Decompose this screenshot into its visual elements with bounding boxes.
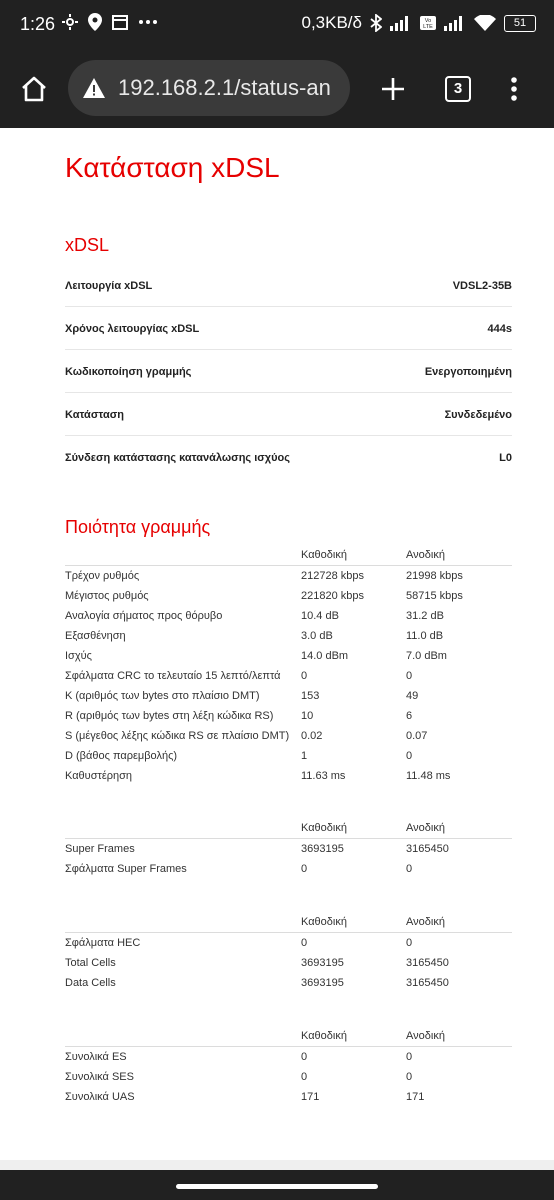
svg-text:LTE: LTE bbox=[423, 24, 433, 30]
table-row bbox=[65, 859, 512, 879]
table-row bbox=[65, 933, 512, 954]
row-down: 0 bbox=[301, 1051, 308, 1063]
xdsl-row bbox=[65, 306, 512, 350]
battery-level: 51 bbox=[513, 16, 527, 29]
table-row bbox=[65, 766, 512, 786]
table-row bbox=[65, 953, 512, 973]
xdsl-row-label: Σύνδεση κατάστασης κατανάλωσης ισχύος bbox=[65, 452, 290, 464]
col-header-down: Καθοδική bbox=[301, 912, 406, 933]
row-up: 31.2 dB bbox=[406, 610, 444, 622]
row-up: 3165450 bbox=[406, 977, 449, 989]
col-header-down: Καθοδική bbox=[301, 1026, 406, 1047]
row-down: 0.02 bbox=[301, 730, 323, 742]
row-label: Σφάλματα Super Frames bbox=[65, 863, 187, 875]
page-title: Κατάσταση xDSL bbox=[65, 152, 280, 183]
table-header-row bbox=[65, 545, 512, 566]
col-header-down: Καθοδική bbox=[301, 818, 406, 839]
home-icon[interactable] bbox=[20, 75, 48, 103]
xdsl-row bbox=[65, 349, 512, 393]
row-down: 153 bbox=[301, 690, 320, 702]
quality-heading: Ποιότητα γραμμής bbox=[65, 517, 211, 537]
xdsl-row bbox=[65, 435, 512, 478]
page-content bbox=[0, 128, 554, 1160]
row-label: K (αριθμός των bytes στο πλαίσιο DMT) bbox=[65, 690, 260, 702]
table-row bbox=[65, 566, 512, 587]
xdsl-row-label: Λειτουργία xDSL bbox=[65, 280, 153, 292]
table-row bbox=[65, 646, 512, 666]
xdsl-row bbox=[65, 392, 512, 436]
table-header-row bbox=[65, 912, 512, 933]
table-row bbox=[65, 686, 512, 706]
row-down: 0 bbox=[301, 937, 308, 949]
home-gesture-handle[interactable] bbox=[176, 1184, 378, 1189]
table-row bbox=[65, 746, 512, 766]
row-label: Συνολικά SES bbox=[65, 1071, 134, 1083]
row-label: Μέγιστος ρυθμός bbox=[65, 590, 149, 602]
row-label: Συνολικά ES bbox=[65, 1051, 127, 1063]
row-down: 10.4 dB bbox=[301, 610, 339, 622]
row-down: 10 bbox=[301, 710, 314, 722]
table-row bbox=[65, 626, 512, 646]
row-label: Ισχύς bbox=[65, 650, 92, 662]
cells-table bbox=[65, 912, 512, 993]
bluetooth-icon bbox=[370, 14, 382, 32]
row-up: 0 bbox=[406, 863, 413, 875]
signal-icon bbox=[390, 15, 412, 31]
row-down: 11.63 ms bbox=[301, 770, 346, 782]
status-bar bbox=[0, 0, 554, 50]
col-header-up: Ανοδική bbox=[406, 818, 512, 839]
row-down: 1 bbox=[301, 750, 308, 762]
row-label: Συνολικά UAS bbox=[65, 1091, 135, 1103]
table-row bbox=[65, 1047, 512, 1068]
row-down: 171 bbox=[301, 1091, 320, 1103]
gesture-nav-bar bbox=[0, 1170, 554, 1200]
col-header-up: Ανοδική bbox=[406, 545, 512, 566]
error-seconds-table bbox=[65, 1026, 512, 1107]
row-up: 11.48 ms bbox=[406, 770, 451, 782]
row-down: 0 bbox=[301, 863, 308, 875]
line-quality-table bbox=[65, 545, 512, 786]
col-header-up: Ανοδική bbox=[406, 912, 512, 933]
row-label: Εξασθένηση bbox=[65, 630, 126, 642]
battery-icon bbox=[504, 15, 536, 32]
row-up: 6 bbox=[406, 710, 413, 722]
signal-icon bbox=[444, 15, 466, 31]
row-down: 0 bbox=[301, 1071, 308, 1083]
table-row bbox=[65, 726, 512, 746]
settings-gear-icon bbox=[62, 14, 78, 30]
table-row bbox=[65, 606, 512, 626]
row-up: 0.07 bbox=[406, 730, 428, 742]
row-label: Σφάλματα HEC bbox=[65, 937, 141, 949]
super-frames-table bbox=[65, 818, 512, 879]
table-row bbox=[65, 586, 512, 606]
xdsl-row-label: Χρόνος λειτουργίας xDSL bbox=[65, 323, 200, 335]
row-label: R (αριθμός των bytes στη λέξη κώδικα RS) bbox=[65, 710, 274, 722]
table-row bbox=[65, 666, 512, 686]
row-up: 11.0 dB bbox=[406, 630, 444, 642]
row-up: 3165450 bbox=[406, 843, 449, 855]
row-up: 171 bbox=[406, 1091, 425, 1103]
volte-icon bbox=[420, 15, 436, 31]
url-text[interactable]: 192.168.2.1/status-an bbox=[118, 75, 331, 100]
row-up: 58715 kbps bbox=[406, 590, 463, 602]
row-up: 21998 kbps bbox=[406, 570, 463, 582]
row-down: 3693195 bbox=[301, 977, 344, 989]
row-label: Καθυστέρηση bbox=[65, 770, 133, 782]
table-row bbox=[65, 973, 512, 993]
row-down: 3693195 bbox=[301, 957, 344, 969]
col-header-up: Ανοδική bbox=[406, 1026, 512, 1047]
table-row bbox=[65, 706, 512, 726]
row-label: S (μέγεθος λέξης κώδικα RS σε πλαίσιο DMT) bbox=[65, 730, 290, 742]
row-label: Super Frames bbox=[65, 843, 135, 855]
row-up: 0 bbox=[406, 1071, 413, 1083]
row-up: 0 bbox=[406, 1051, 413, 1063]
url-field[interactable] bbox=[68, 60, 350, 116]
location-icon bbox=[88, 13, 102, 31]
svg-text:Vo: Vo bbox=[424, 18, 432, 24]
add-tab-icon[interactable] bbox=[380, 76, 406, 102]
calendar-icon bbox=[112, 14, 128, 30]
row-down: 14.0 dBm bbox=[301, 650, 349, 662]
browser-toolbar bbox=[0, 50, 554, 128]
wifi-icon bbox=[474, 15, 496, 31]
row-down: 3.0 dB bbox=[301, 630, 333, 642]
xdsl-row-label: Κωδικοποίηση γραμμής bbox=[65, 366, 192, 378]
row-up: 0 bbox=[406, 670, 413, 682]
row-down: 3693195 bbox=[301, 843, 344, 855]
table-row bbox=[65, 1067, 512, 1087]
xdsl-row-value: L0 bbox=[499, 452, 512, 464]
xdsl-row bbox=[65, 263, 512, 307]
xdsl-row-label: Κατάσταση bbox=[65, 409, 124, 421]
xdsl-row-value: 444s bbox=[487, 323, 512, 335]
tab-count-icon[interactable] bbox=[445, 76, 471, 102]
xdsl-row-value: Συνδεδεμένο bbox=[444, 409, 512, 421]
menu-icon[interactable] bbox=[510, 76, 518, 102]
col-header-down: Καθοδική bbox=[301, 545, 406, 566]
tab-count: 3 bbox=[453, 80, 463, 97]
row-up: 49 bbox=[406, 690, 419, 702]
table-header-row bbox=[65, 1026, 512, 1047]
row-label: Αναλογία σήματος προς θόρυβο bbox=[65, 610, 223, 622]
row-label: Σφάλματα CRC το τελευταίο 15 λεπτό/λεπτά bbox=[65, 670, 281, 682]
more-dots-icon bbox=[138, 19, 158, 25]
table-row bbox=[65, 839, 512, 860]
warning-icon[interactable] bbox=[82, 77, 106, 99]
row-label: Total Cells bbox=[65, 957, 116, 969]
xdsl-row-value: Ενεργοποιημένη bbox=[424, 366, 512, 378]
row-label: D (βάθος παρεμβολής) bbox=[65, 750, 178, 762]
table-row bbox=[65, 1087, 512, 1107]
row-up: 3165450 bbox=[406, 957, 449, 969]
row-up: 7.0 dBm bbox=[406, 650, 447, 662]
table-header-row bbox=[65, 818, 512, 839]
row-down: 0 bbox=[301, 670, 308, 682]
xdsl-row-value: VDSL2-35B bbox=[452, 280, 512, 292]
clock: 1:26 bbox=[20, 14, 56, 34]
row-down: 212728 kbps bbox=[301, 570, 364, 582]
row-label: Data Cells bbox=[65, 977, 116, 989]
row-down: 221820 kbps bbox=[301, 590, 364, 602]
row-up: 0 bbox=[406, 937, 413, 949]
row-label: Τρέχον ρυθμός bbox=[65, 570, 140, 582]
network-speed: 0,3KB/δ bbox=[301, 13, 362, 32]
row-up: 0 bbox=[406, 750, 413, 762]
xdsl-heading: xDSL bbox=[65, 235, 110, 255]
